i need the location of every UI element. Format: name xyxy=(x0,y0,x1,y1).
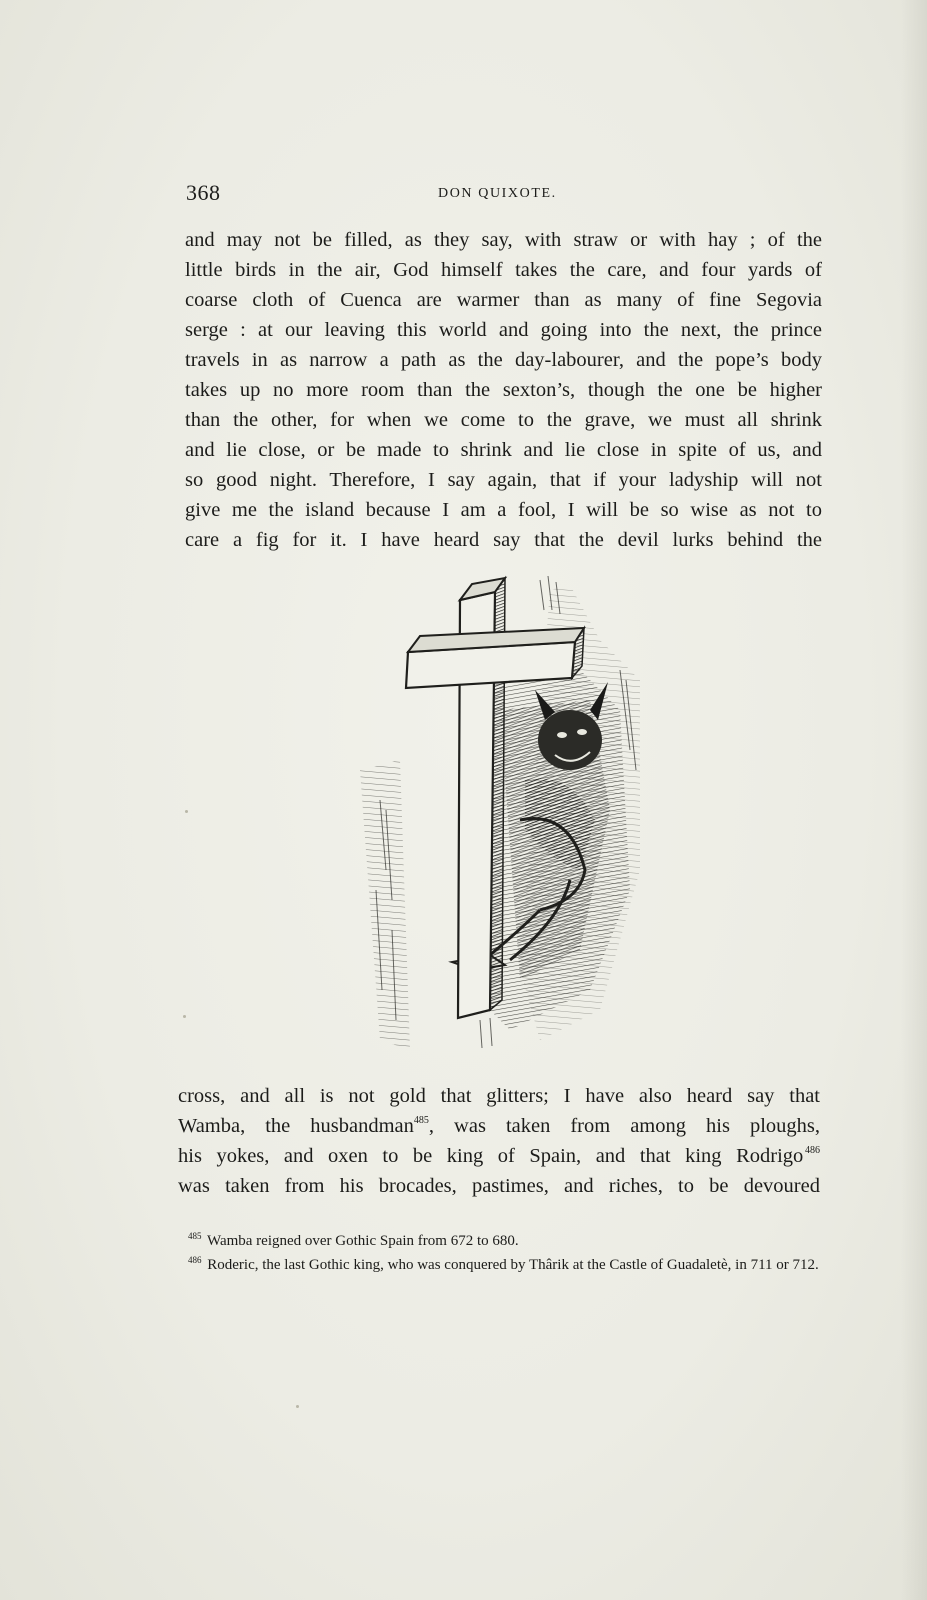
text-segment: his yokes, and oxen to be king of Spain, and that king Rodrigo xyxy=(178,1145,804,1167)
text-line: and may not be filled, as they say, with straw or with hay ; of the xyxy=(185,229,822,251)
text-line: and lie close, or be made to shrink and lie close in spite of us, and xyxy=(185,439,822,461)
text-line: give me the island because I am a fool, I will be so wise as not to xyxy=(185,499,822,521)
text-line: coarse cloth of Cuenca are warmer than as many of fine Segovia xyxy=(185,289,822,311)
text-segment: , was taken from among his ploughs, xyxy=(428,1115,820,1137)
text-segment: Wamba, the husbandman xyxy=(178,1115,414,1137)
text-line: travels in as narrow a path as the day-labourer, and the pope’s body xyxy=(185,349,822,371)
text-line: was taken from his brocades, pastimes, and riches, to be devoured xyxy=(178,1175,820,1197)
footnote-number: 486 xyxy=(188,1255,202,1265)
footnote-ref-485: 485 xyxy=(413,1115,429,1126)
page-edge-shadow xyxy=(901,0,927,1600)
paper-speck xyxy=(296,1405,299,1408)
text-line: care a fig for it. I have heard say that the devil lurks behind the xyxy=(185,529,822,551)
body-text-top xyxy=(185,225,822,555)
running-title: DON QUIXOTE. xyxy=(438,186,557,201)
footnote-486 xyxy=(178,1256,820,1274)
footnote-485 xyxy=(178,1232,820,1250)
paper-speck xyxy=(183,1015,186,1018)
page-number: 368 xyxy=(186,180,221,205)
text-line: so good night. Therefore, I say again, that if your ladyship will not xyxy=(185,469,822,491)
text-line: little birds in the air, God himself takes the care, and four yards of xyxy=(185,259,822,281)
paper-speck xyxy=(185,810,188,813)
footnote-number: 485 xyxy=(188,1231,202,1241)
text-line: cross, and all is not gold that glitters; I have also heard say that xyxy=(178,1085,820,1107)
engraving-devil-behind-cross-icon xyxy=(340,570,660,1055)
body-text-bottom xyxy=(178,1081,820,1201)
text-line: than the other, for when we come to the grave, we must all shrink xyxy=(185,409,822,431)
footnotes xyxy=(178,1232,820,1280)
text-line xyxy=(178,1141,820,1171)
footnote-text: Wamba reigned over Gothic Spain from 672 to 680. xyxy=(206,1233,519,1249)
page-header xyxy=(186,180,826,210)
text-line: serge : at our leaving this world and going into the next, the prince xyxy=(185,319,822,341)
footnote-text: Roderic, the last Gothic king, who was conquered by Thârik at the Castle of Guadaletè, in 711 or 712. xyxy=(207,1257,819,1273)
text-line: takes up no more room than the sexton’s, though the one be higher xyxy=(185,379,822,401)
footnote-ref-486: 486 xyxy=(805,1145,820,1156)
text-line xyxy=(178,1111,820,1141)
